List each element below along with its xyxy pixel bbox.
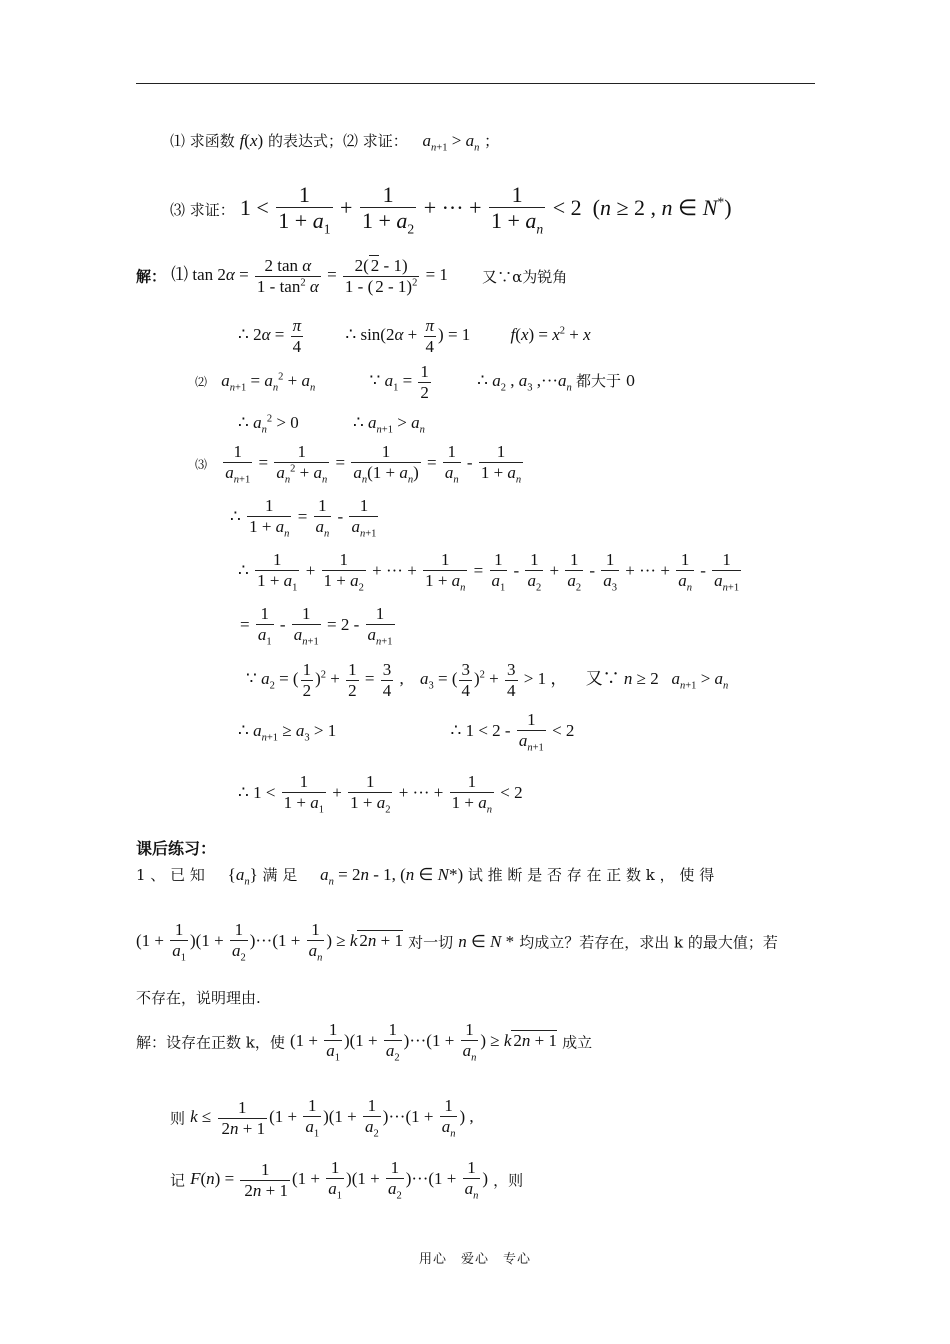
solution-part3-line-2: ∴ $\frac{1}{1 + a_n}$ = $\frac{1}{a_n}$ - $\frac{1}{a_{n+1}}$ [230,496,377,539]
solution-part3-line-3: ∴ $\frac{1}{1 + a_1}$ + $\frac{1}{1 + a_2}$ + ··· + $\frac{1}{1 + a_n}$ = $\frac{1}{a_1}$ - $\frac{1}{a_2}$ + $\frac{1}{a_2}$ - $\frac{1}{a_3}$ + ··· + $\frac{1}{a_n}$ - $\frac{1}{a_{n+1}}$ [238,550,740,593]
exercise-answer-line-3: 记 F(n) = $\frac{1}{2n + 1}$ (1 + $\frac{1}{a_1}$ )(1 + $\frac{1}{a_2}$ )···(1 + $\frac{1}{a_n}$ ) ，则 [170,1158,524,1201]
exercise-q1-line2-a: 对一切 [408,933,454,952]
solution-part2-note: 都大于 0 [576,371,636,390]
exercise-q1-tail: 试 推 断 是 否 存 在 正 数 k ， 使 得 [467,866,715,884]
solution-part3-line-5: ∵ $a_2$ = ( $\frac{1}{2}$ )$^2$ + $\frac{1}{2}$ = $\frac{3}{4}$ , $a_3$ = ( $\frac{3}{4}$ )$^2$ + $\frac{3}{4}$ > 1 ， 又∵ n ≥ 2 $a_{n+1} > a_n$ [246,660,729,700]
math-tan2a: ⑴ tan 2α = $\frac{\text{2 tan α}}{1 - \tan^2 \alpha}$ = $\frac{2( 2 - 1)}{1 - ( 2 - 1)^2}$ = 1 [171,256,453,296]
exercise-q1-prefix: 1 、 已 知 [136,866,205,884]
solution-acute-note: 又∵α为锐角 [482,267,568,286]
solution-label: 解： [136,267,167,286]
problem-part3-label: ⑶ 求证： [170,201,235,220]
math-an1-gt-an: $a_{n+1} > a_n$ [422,131,480,154]
exercise-q1-line-2: (1 + $\frac{1}{a_1}$ )(1 + $\frac{1}{a_2}$ )···(1 + $\frac{1}{a_n}$ ) ≥ k 2n + 1 对一切 n ∈ N * 均成立？若存在，求出 k 的最大值；若 [136,920,778,963]
exercise-q1-line-3: 不存在，说明理由. [136,989,261,1007]
problem-line-1: ⑴ 求函数 f(x) 的表达式；⑵ 求证： $a_{n+1} > a_n$ ； [170,131,500,154]
exercise-answer-prefix: 解：设存在正数 k，使 [136,1033,285,1052]
solution-part2-line-2: ∴ $a_n^2 > 0$ ∴ $a_{n+1} > a_n$ [238,413,425,436]
problem-part1-label: ⑴ 求函数 [170,132,235,150]
solution-line-1 [136,256,567,296]
exercise-answer-line-2: 则 k ≤ $\frac{1}{2n + 1}$ (1 + $\frac{1}{a_1}$ )(1 + $\frac{1}{a_2}$ )···(1 + $\frac{1}{a_n}$ ) , [170,1096,474,1139]
exercise-answer-ze: 则 [170,1109,186,1128]
solution-part2-label: ⑵ [195,374,208,389]
exercise-heading: 课后练习： [136,839,217,858]
solution-part3-line-4: = $\frac{1}{a_1}$ - $\frac{1}{a_{n+1}}$ = 2 - $\frac{1}{a_{n+1}}$ [240,604,393,647]
solution-part3-conclusion: ∴ 1 < $\frac{1}{1 + a_1}$ + $\frac{1}{1 + a_2}$ + ··· + $\frac{1}{1 + a_n}$ < 2 [238,772,523,815]
problem-line-3 [170,182,732,237]
math-inequality-main: 1 < $\frac{1}{1 + a_1}$ + $\frac{1}{1 + a_2}$ + ··· + $\frac{1}{1 + a_n}$ < 2 (n ≥ 2 , n ∈ N*) [239,182,732,237]
exercise-answer-line-1: 解：设存在正数 k，使 (1 + $\frac{1}{a_1}$ )(1 + $\frac{1}{a_2}$ )···(1 + $\frac{1}{a_n}$ ) ≥ k 2n + 1 成立 [136,1020,593,1063]
problem-part1-tail: 的表达式；⑵ 求证： [267,132,408,150]
solution-part3-line-1: ⑶ $\frac{1}{a_{n+1}}$ = $\frac{1}{a_n^2 + a_n}$ = $\frac{1}{a_n(1 + a_n)}$ = $\frac{1}{a_n}$ - $\frac{1}{1 + a_n}$ [195,442,522,485]
exercise-answer-ze2: ，则 [493,1171,524,1190]
exercise-q1-line2-b: 均成立？若存在，求出 k 的最大值；若 [519,933,778,952]
exercise-q1-line-1: 1 、 已 知 $\{a_n\}$ 满 足 $a_n = 2n - 1$, (n ∈ N*) 试 推 断 是 否 存 在 正 数 k ， 使 得 [136,865,715,888]
solution-part3-line-6: ∴ $a_{n+1} \ge a_3 > 1$ ∴ 1 < 2 - $\frac{1}{a_{n+1}}$ < 2 [238,710,575,753]
header-rule [136,83,815,84]
exercise-answer-suffix: 成立 [562,1033,593,1052]
math-fx-arg: (x) [244,131,264,150]
solution-line-2: ∴ 2α = $\frac{\pi}{4}$ ∴ sin(2α + $\frac{\pi}{4}$ ) = 1 $f(x) = x^2 + x$ [238,316,591,356]
math-fx: f [239,131,245,150]
exercise-q1-mid: 满 足 [262,866,298,884]
page-footer: 用心 爱心 专心 [418,1252,531,1267]
solution-part2-line-1: ⑵ $a_{n+1} = a_n^2 + a_n$ ∵ $a_1$ = $\frac{1}{2}$ ∴ $a_2$ , $a_3$ $,\cdot\cdot\cdot a_n$ 都大于 0 [195,362,636,402]
exercise-answer-ji: 记 [170,1171,186,1190]
solution-part3-label: ⑶ [195,457,208,472]
